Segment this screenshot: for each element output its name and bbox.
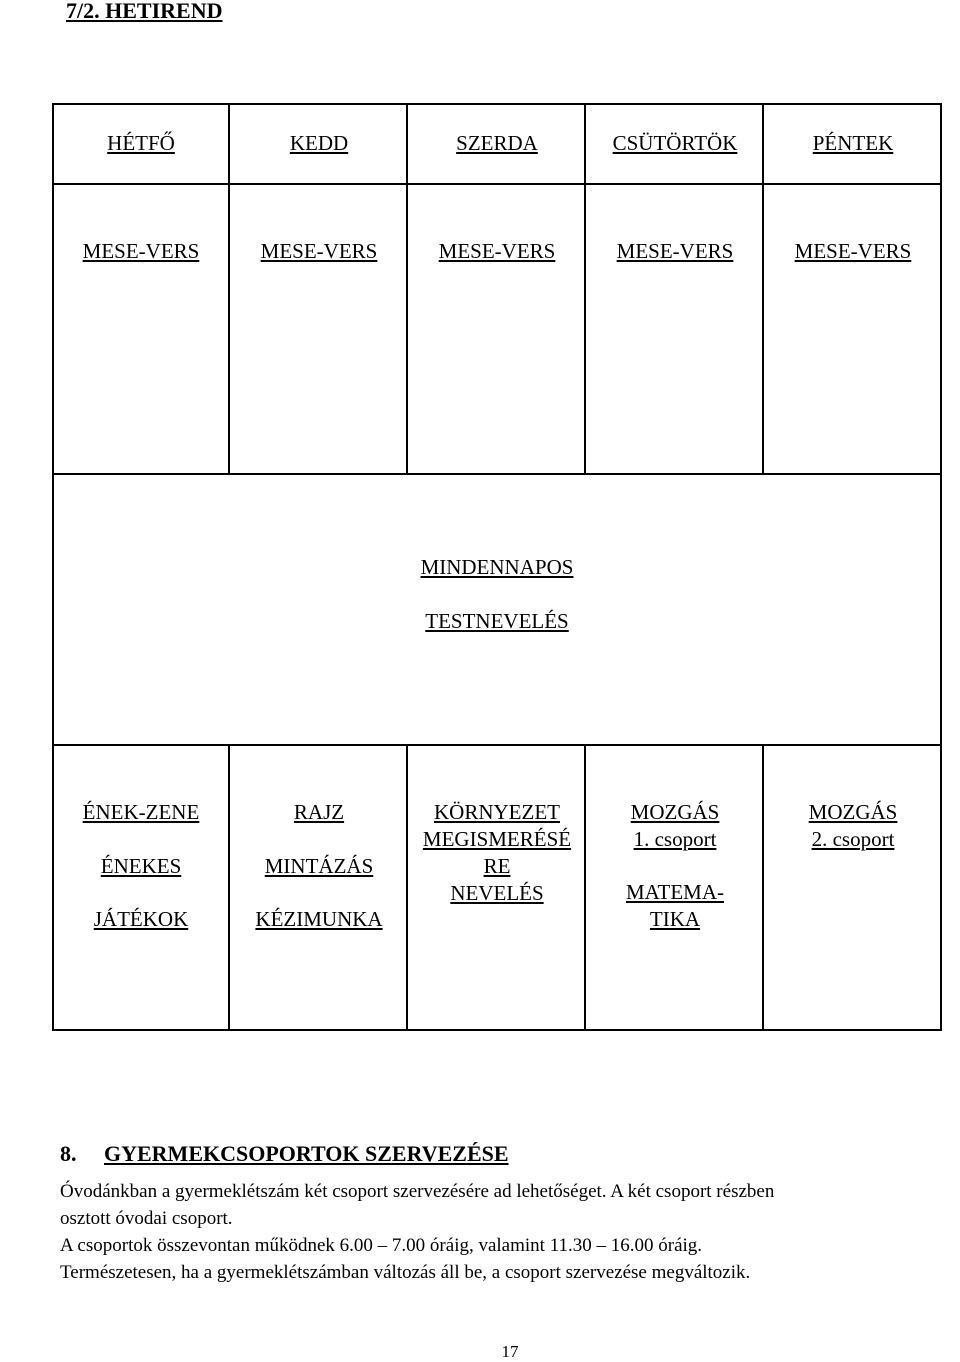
weekly-timetable	[52, 103, 942, 1031]
row-separator	[52, 473, 942, 475]
daily-activity-line: TESTNEVELÉS	[425, 609, 569, 633]
section-heading	[60, 1141, 509, 1167]
section-number: 8.	[60, 1141, 77, 1166]
activity-cell-line: MATEMA-	[626, 880, 724, 904]
activity-cell-line: KÖRNYEZET	[434, 800, 560, 824]
activity-cell: MESE-VERS	[616, 239, 734, 263]
column-separator	[406, 103, 408, 474]
day-header-monday: HÉTFŐ	[107, 131, 175, 155]
activity-cell-line: RE	[483, 854, 511, 878]
day-header-wednesday: SZERDA	[456, 131, 538, 155]
activity-cell: MESE-VERS	[82, 239, 200, 263]
column-separator	[584, 103, 586, 474]
paragraph-line: A csoportok összevontan működnek 6.00 – 7.00 óráig, valamint 11.30 – 16.00 óráig.	[60, 1235, 703, 1256]
paragraph-line: osztott óvodai csoport.	[60, 1208, 233, 1229]
row-separator	[52, 183, 942, 185]
activity-cell-line: JÁTÉKOK	[93, 907, 189, 931]
day-header-tuesday: KEDD	[289, 131, 349, 155]
activity-cell-line: RAJZ	[293, 800, 345, 824]
activity-cell-line: NEVELÉS	[450, 881, 544, 905]
daily-activity-line: MINDENNAPOS	[420, 555, 574, 579]
row-separator	[52, 744, 942, 746]
page-number: 17	[501, 1342, 519, 1361]
column-separator	[762, 103, 764, 474]
activity-cell-line: TIKA	[649, 907, 701, 931]
activity-cell-line: MEGISMERÉSÉ	[422, 827, 572, 851]
activity-cell: MESE-VERS	[438, 239, 556, 263]
activity-cell-line: ÉNEKES	[100, 854, 182, 878]
section-title: GYERMEKCSOPORTOK SZERVEZÉSE	[104, 1141, 509, 1166]
activity-cell-line: KÉZIMUNKA	[255, 907, 383, 931]
document-heading: 7/2. HETIREND	[66, 0, 223, 23]
column-separator	[228, 744, 230, 1031]
table-border-top	[52, 103, 942, 105]
activity-cell: MESE-VERS	[794, 239, 912, 263]
day-header-thursday: CSÜTÖRTÖK	[612, 131, 738, 155]
column-separator	[228, 103, 230, 474]
activity-cell-line: ÉNEK-ZENE	[82, 800, 200, 824]
activity-cell: MESE-VERS	[260, 239, 378, 263]
paragraph-line: Természetesen, ha a gyermeklétszámban változás áll be, a csoport szervezése megváltozik.	[60, 1262, 751, 1283]
paragraph-line: Óvodánkban a gyermeklétszám két csoport szervezésére ad lehetőséget. A két csoport részben	[60, 1181, 775, 1202]
activity-cell-line: MINTÁZÁS	[264, 854, 374, 878]
activity-cell-line: MOZGÁS	[630, 800, 720, 824]
activity-cell-line: 2. csoport	[811, 827, 895, 851]
activity-cell-line: MOZGÁS	[808, 800, 898, 824]
day-header-friday: PÉNTEK	[812, 131, 894, 155]
table-border-bottom	[52, 1029, 942, 1031]
activity-cell-line: 1. csoport	[633, 827, 717, 851]
